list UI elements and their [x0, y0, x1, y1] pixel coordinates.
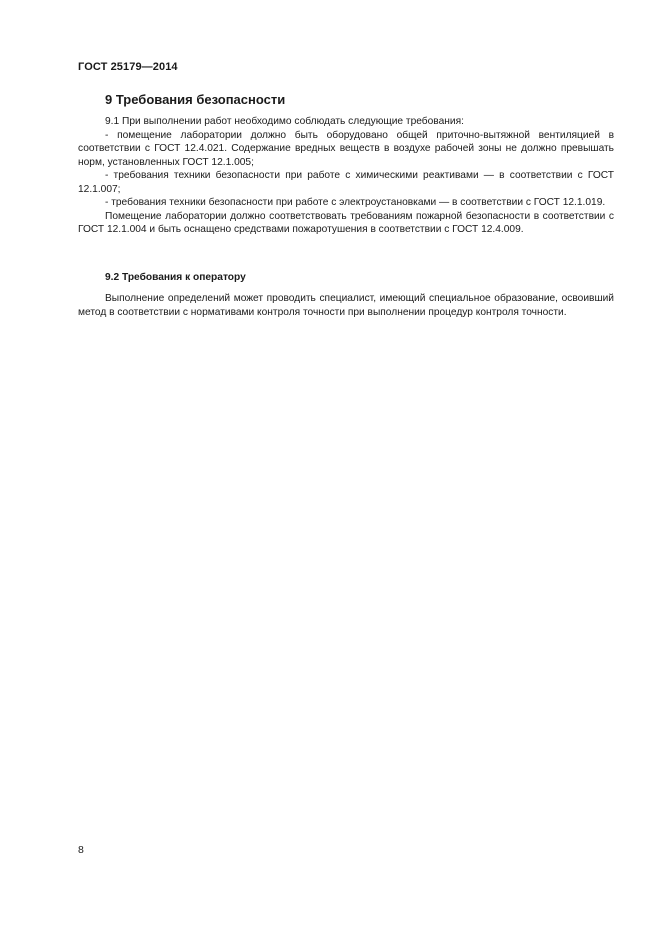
page-number: 8 [78, 844, 84, 856]
paragraph-electrical-safety: - требования техники безопасности при работе с электроустановками — в соответствии с ГОСТ 12.1.019. [105, 197, 606, 208]
subsection-title: 9.2 Требования к оператору [105, 272, 246, 283]
paragraph-fire-safety: Помещение лаборатории должно соответствовать требованиям пожарной безопасности в соответствии с ГОСТ 12.1.004 и быть оснащено средствами пожаротушения в соответствии с ГОСТ 12.4.009. [78, 210, 614, 235]
section-title: 9 Требования безопасности [105, 92, 286, 107]
subsection-body [78, 292, 614, 319]
paragraph-operator-requirements: Выполнение определений может проводить специалист, имеющий специальное образование, освоивший метод в соответствии с нормативами контроля точности при выполнении процедур контроля точности. [78, 293, 614, 318]
document-code-header: ГОСТ 25179—2014 [78, 61, 178, 73]
paragraph-chemical-safety: - требования техники безопасности при работе с химическими реактивами — в соответствии с ГОСТ 12.1.007; [78, 170, 614, 195]
section-body [78, 115, 614, 237]
paragraph-ventilation: - помещение лаборатории должно быть оборудовано общей приточно-вытяжной вентиляцией в соответствии с ГОСТ 12.4.021. Содержание вредных веществ в воздухе рабочей зоны не должно превышать норм, установленных ГОСТ 12.1.005; [78, 129, 614, 168]
paragraph-9-1: 9.1 При выполнении работ необходимо соблюдать следующие требования: [105, 116, 464, 127]
